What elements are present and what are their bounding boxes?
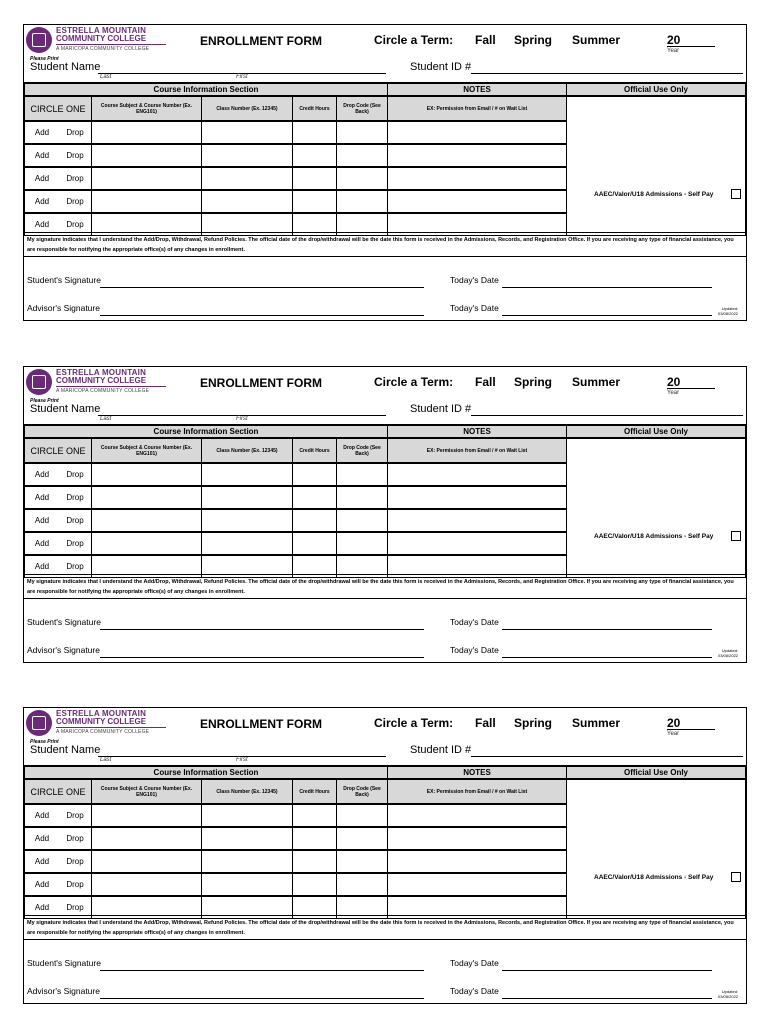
add-option[interactable]: Add [24, 509, 59, 532]
student-signature-label: Student's Signature [27, 617, 101, 627]
student-name-label: Student Name [30, 61, 101, 73]
drop-option[interactable]: Drop [59, 121, 92, 144]
add-option[interactable]: Add [24, 121, 59, 144]
student-signature-field[interactable] [100, 629, 424, 630]
drop-code-header: Drop Code (See Back) [336, 96, 388, 121]
drop-option[interactable]: Drop [59, 509, 92, 532]
add-option[interactable]: Add [24, 144, 59, 167]
notes-field[interactable] [387, 804, 567, 827]
course-subject-field[interactable] [91, 532, 202, 555]
class-number-field[interactable] [201, 190, 293, 213]
official-use-box [566, 779, 746, 919]
student-date-label: Today's Date [450, 617, 499, 627]
course-table [24, 765, 746, 913]
add-option[interactable]: Add [24, 555, 59, 578]
advisor-signature-label: Advisor's Signature [27, 986, 100, 996]
updated-label: Updated: [721, 648, 739, 653]
class-number-field[interactable] [201, 121, 293, 144]
course-subject-header: Course Subject & Course Number (Ex. ENG101) [91, 96, 202, 121]
student-date-field[interactable] [502, 970, 712, 971]
advisor-date-label: Today's Date [450, 986, 499, 996]
logo-divider [56, 386, 166, 387]
college-name-line1: ESTRELLA MOUNTAIN [56, 709, 147, 718]
official-use-box [566, 96, 746, 236]
advisor-date-label: Today's Date [450, 645, 499, 655]
please-print-note: Please Print [30, 56, 59, 62]
last-name-caption: Last [100, 757, 112, 763]
circle-one-header: CIRCLE ONE [24, 779, 92, 804]
notes-example-header: EX: Permission from Email / # on Wait List [387, 438, 567, 463]
first-name-caption: First [236, 416, 248, 422]
updated-stamp [718, 989, 738, 999]
course-section-header: Course Information Section [24, 83, 388, 96]
credit-hours-field[interactable] [292, 532, 337, 555]
notes-field[interactable] [387, 121, 567, 144]
add-option[interactable]: Add [24, 463, 59, 486]
course-subject-field[interactable] [91, 190, 202, 213]
last-name-caption: Last [100, 416, 112, 422]
credit-hours-field[interactable] [292, 850, 337, 873]
drop-option[interactable]: Drop [59, 167, 92, 190]
advisor-date-field[interactable] [502, 315, 712, 316]
enrollment-form [23, 24, 747, 321]
enrollment-form [23, 366, 747, 663]
notes-field[interactable] [387, 850, 567, 873]
credit-hours-field[interactable] [292, 463, 337, 486]
drop-code-field[interactable] [336, 873, 388, 896]
class-number-header: Class Number (Ex. 12345) [201, 438, 293, 463]
college-seal-icon [26, 369, 52, 395]
advisor-date-field[interactable] [502, 998, 712, 999]
course-subject-field[interactable] [91, 509, 202, 532]
student-id-field[interactable] [471, 756, 743, 757]
term-option-fall[interactable]: Fall [475, 33, 496, 47]
updated-date: 03/08/2022 [718, 653, 739, 658]
student-date-field[interactable] [502, 287, 712, 288]
drop-option[interactable]: Drop [59, 850, 92, 873]
course-subject-field[interactable] [91, 827, 202, 850]
student-id-label: Student ID # [410, 744, 472, 756]
course-subject-field[interactable] [91, 121, 202, 144]
add-option[interactable]: Add [24, 804, 59, 827]
drop-option[interactable]: Drop [59, 532, 92, 555]
course-subject-field[interactable] [91, 167, 202, 190]
add-option[interactable]: Add [24, 486, 59, 509]
advisor-signature-field[interactable] [100, 315, 424, 316]
student-signature-label: Student's Signature [27, 958, 101, 968]
advisor-date-field[interactable] [502, 657, 712, 658]
drop-code-field[interactable] [336, 121, 388, 144]
notes-example-header: EX: Permission from Email / # on Wait List [387, 96, 567, 121]
term-label: Circle a Term: [374, 716, 454, 730]
notes-field[interactable] [387, 144, 567, 167]
advisor-signature-label: Advisor's Signature [27, 645, 100, 655]
drop-option[interactable]: Drop [59, 486, 92, 509]
credit-hours-field[interactable] [292, 509, 337, 532]
class-number-field[interactable] [201, 463, 293, 486]
class-number-field[interactable] [201, 850, 293, 873]
course-subject-header: Course Subject & Course Number (Ex. ENG101) [91, 438, 202, 463]
add-option[interactable]: Add [24, 213, 59, 236]
class-number-field[interactable] [201, 827, 293, 850]
notes-field[interactable] [387, 190, 567, 213]
notes-header: NOTES [387, 766, 567, 779]
term-option-spring[interactable]: Spring [514, 716, 552, 730]
updated-stamp [718, 306, 738, 316]
student-id-label: Student ID # [410, 403, 472, 415]
notes-field[interactable] [387, 873, 567, 896]
form-title: ENROLLMENT FORM [200, 717, 322, 731]
drop-option[interactable]: Drop [59, 555, 92, 578]
drop-option[interactable]: Drop [59, 804, 92, 827]
notes-field[interactable] [387, 167, 567, 190]
course-subject-field[interactable] [91, 486, 202, 509]
year-prefix: 20 [667, 716, 681, 730]
term-option-spring[interactable]: Spring [514, 375, 552, 389]
policy-disclaimer: My signature indicates that I understand the Add/Drop, Withdrawal, Refund Policies. The official date of the drop/withdrawal will be the date this form is received in the Admissions, Records, and Registration Office. If you are receiving any type of financial assistance, you are responsible for notifying the appropriate office(s) of any changes in enrollment. [24, 232, 746, 257]
notes-field[interactable] [387, 463, 567, 486]
student-date-label: Today's Date [450, 958, 499, 968]
updated-label: Updated: [721, 306, 739, 311]
term-label: Circle a Term: [374, 375, 454, 389]
drop-code-field[interactable] [336, 463, 388, 486]
official-use-header: Official Use Only [566, 425, 746, 438]
official-use-header: Official Use Only [566, 766, 746, 779]
credit-hours-field[interactable] [292, 167, 337, 190]
class-number-field[interactable] [201, 167, 293, 190]
aaec-label: AAEC/Valor/U18 Admissions - Self Pay [594, 191, 714, 198]
add-option[interactable]: Add [24, 873, 59, 896]
circle-one-header: CIRCLE ONE [24, 438, 92, 463]
drop-option[interactable]: Drop [59, 213, 92, 236]
credit-hours-field[interactable] [292, 827, 337, 850]
drop-option[interactable]: Drop [59, 144, 92, 167]
course-subject-field[interactable] [91, 463, 202, 486]
drop-code-field[interactable] [336, 532, 388, 555]
policy-disclaimer: My signature indicates that I understand the Add/Drop, Withdrawal, Refund Policies. The official date of the drop/withdrawal will be the date this form is received in the Admissions, Records, and Registration Office. If you are receiving any type of financial assistance, you are responsible for notifying the appropriate office(s) of any changes in enrollment. [24, 574, 746, 599]
student-id-field[interactable] [471, 73, 743, 74]
notes-field[interactable] [387, 532, 567, 555]
drop-code-header: Drop Code (See Back) [336, 779, 388, 804]
notes-header: NOTES [387, 83, 567, 96]
notes-field[interactable] [387, 827, 567, 850]
notes-field[interactable] [387, 486, 567, 509]
updated-stamp [718, 648, 738, 658]
drop-option[interactable]: Drop [59, 190, 92, 213]
please-print-note: Please Print [30, 739, 59, 745]
college-affiliation: A MARICOPA COMMUNITY COLLEGE [56, 46, 150, 52]
year-caption: Year [667, 48, 680, 54]
college-logo [26, 27, 184, 57]
term-option-spring[interactable]: Spring [514, 33, 552, 47]
year-field[interactable] [667, 388, 715, 389]
course-subject-field[interactable] [91, 804, 202, 827]
term-option-summer[interactable]: Summer [572, 716, 621, 730]
class-number-field[interactable] [201, 486, 293, 509]
class-number-header: Class Number (Ex. 12345) [201, 96, 293, 121]
official-use-box [566, 438, 746, 578]
class-number-field[interactable] [201, 532, 293, 555]
year-field[interactable] [667, 729, 715, 730]
year-caption: Year [667, 390, 680, 396]
course-section-header: Course Information Section [24, 425, 388, 438]
aaec-label: AAEC/Valor/U18 Admissions - Self Pay [594, 533, 714, 540]
credit-hours-field[interactable] [292, 804, 337, 827]
class-number-field[interactable] [201, 144, 293, 167]
drop-option[interactable]: Drop [59, 463, 92, 486]
college-name-line2: COMMUNITY COLLEGE [56, 717, 147, 726]
credit-hours-field[interactable] [292, 486, 337, 509]
self-pay-checkbox[interactable] [731, 872, 741, 882]
updated-date: 03/08/2022 [718, 994, 739, 999]
first-name-caption: First [236, 74, 248, 80]
year-field[interactable] [667, 46, 715, 47]
class-number-field[interactable] [201, 509, 293, 532]
student-signature-field[interactable] [100, 287, 424, 288]
student-date-label: Today's Date [450, 275, 499, 285]
year-caption: Year [667, 731, 680, 737]
course-section-header: Course Information Section [24, 766, 388, 779]
course-subject-field[interactable] [91, 144, 202, 167]
student-name-label: Student Name [30, 744, 101, 756]
drop-option[interactable]: Drop [59, 896, 92, 919]
course-table [24, 82, 746, 230]
college-logo [26, 710, 184, 740]
college-name-line2: COMMUNITY COLLEGE [56, 34, 147, 43]
term-label: Circle a Term: [374, 33, 454, 47]
term-option-summer[interactable]: Summer [572, 375, 621, 389]
self-pay-checkbox[interactable] [731, 189, 741, 199]
add-option[interactable]: Add [24, 850, 59, 873]
add-option[interactable]: Add [24, 532, 59, 555]
logo-divider [56, 44, 166, 45]
please-print-note: Please Print [30, 398, 59, 404]
drop-code-field[interactable] [336, 804, 388, 827]
credit-hours-field[interactable] [292, 190, 337, 213]
drop-code-field[interactable] [336, 167, 388, 190]
drop-code-field[interactable] [336, 827, 388, 850]
student-id-label: Student ID # [410, 61, 472, 73]
enrollment-form [23, 707, 747, 1004]
student-signature-field[interactable] [100, 970, 424, 971]
advisor-signature-field[interactable] [100, 657, 424, 658]
credit-hours-header: Credit Hours [292, 779, 337, 804]
term-option-summer[interactable]: Summer [572, 33, 621, 47]
add-option[interactable]: Add [24, 896, 59, 919]
college-seal-icon [26, 27, 52, 53]
credit-hours-field[interactable] [292, 873, 337, 896]
notes-field[interactable] [387, 509, 567, 532]
college-seal-icon [26, 710, 52, 736]
credit-hours-field[interactable] [292, 144, 337, 167]
first-name-caption: First [236, 757, 248, 763]
drop-code-header: Drop Code (See Back) [336, 438, 388, 463]
drop-option[interactable]: Drop [59, 827, 92, 850]
form-title: ENROLLMENT FORM [200, 34, 322, 48]
form-title: ENROLLMENT FORM [200, 376, 322, 390]
class-number-header: Class Number (Ex. 12345) [201, 779, 293, 804]
drop-code-field[interactable] [336, 190, 388, 213]
logo-divider [56, 727, 166, 728]
course-subject-field[interactable] [91, 850, 202, 873]
policy-disclaimer: My signature indicates that I understand the Add/Drop, Withdrawal, Refund Policies. The official date of the drop/withdrawal will be the date this form is received in the Admissions, Records, and Registration Office. If you are receiving any type of financial assistance, you are responsible for notifying the appropriate office(s) of any changes in enrollment. [24, 915, 746, 940]
student-name-label: Student Name [30, 403, 101, 415]
updated-date: 03/08/2022 [718, 311, 739, 316]
last-name-caption: Last [100, 74, 112, 80]
college-name-line2: COMMUNITY COLLEGE [56, 376, 147, 385]
class-number-field[interactable] [201, 804, 293, 827]
notes-example-header: EX: Permission from Email / # on Wait List [387, 779, 567, 804]
class-number-field[interactable] [201, 873, 293, 896]
student-id-field[interactable] [471, 415, 743, 416]
add-option[interactable]: Add [24, 190, 59, 213]
notes-header: NOTES [387, 425, 567, 438]
official-use-header: Official Use Only [566, 83, 746, 96]
college-logo [26, 369, 184, 399]
aaec-label: AAEC/Valor/U18 Admissions - Self Pay [594, 874, 714, 881]
college-affiliation: A MARICOPA COMMUNITY COLLEGE [56, 388, 150, 394]
term-option-fall[interactable]: Fall [475, 375, 496, 389]
course-subject-field[interactable] [91, 873, 202, 896]
student-signature-label: Student's Signature [27, 275, 101, 285]
college-affiliation: A MARICOPA COMMUNITY COLLEGE [56, 729, 150, 735]
updated-label: Updated: [721, 989, 739, 994]
course-subject-header: Course Subject & Course Number (Ex. ENG101) [91, 779, 202, 804]
year-prefix: 20 [667, 375, 681, 389]
drop-code-field[interactable] [336, 144, 388, 167]
credit-hours-field[interactable] [292, 121, 337, 144]
self-pay-checkbox[interactable] [731, 531, 741, 541]
drop-code-field[interactable] [336, 850, 388, 873]
advisor-signature-label: Advisor's Signature [27, 303, 100, 313]
add-option[interactable]: Add [24, 827, 59, 850]
credit-hours-header: Credit Hours [292, 96, 337, 121]
add-option[interactable]: Add [24, 167, 59, 190]
drop-code-field[interactable] [336, 486, 388, 509]
year-prefix: 20 [667, 33, 681, 47]
college-name-line1: ESTRELLA MOUNTAIN [56, 26, 147, 35]
student-date-field[interactable] [502, 629, 712, 630]
drop-option[interactable]: Drop [59, 873, 92, 896]
term-option-fall[interactable]: Fall [475, 716, 496, 730]
circle-one-header: CIRCLE ONE [24, 96, 92, 121]
advisor-signature-field[interactable] [100, 998, 424, 999]
college-name-line1: ESTRELLA MOUNTAIN [56, 368, 147, 377]
course-table [24, 424, 746, 572]
advisor-date-label: Today's Date [450, 303, 499, 313]
credit-hours-header: Credit Hours [292, 438, 337, 463]
drop-code-field[interactable] [336, 509, 388, 532]
